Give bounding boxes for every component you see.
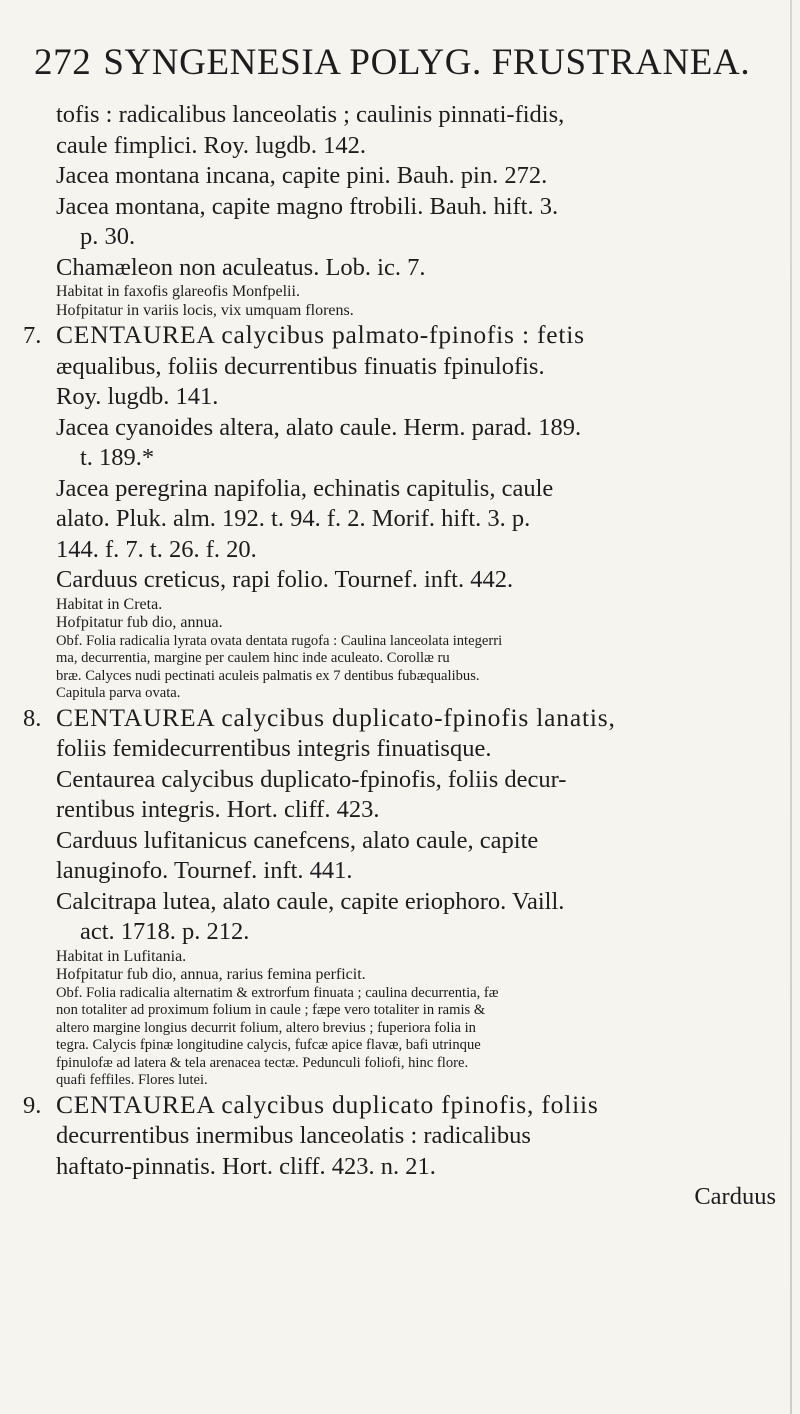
- species-heading: [23, 320, 776, 352]
- habitat-line: Habitat in faxofis glareofis Monfpelii.: [56, 283, 300, 300]
- species-diagnosis: CENTAUREA calycibus duplicato fpinofis, foliis: [56, 1089, 599, 1119]
- observation-line: tegra. Calycis fpinæ longitudine calycis, fufcæ apice flavæ, bafi utrinque: [56, 1037, 481, 1053]
- header-title: SYNGENESIA POLYG. FRUSTRANEA.: [103, 42, 751, 83]
- observation-line: quafi feffiles. Flores lutei.: [56, 1072, 208, 1088]
- text-line: foliis femidecurrentibus integris finuatisque.: [56, 735, 492, 762]
- running-header: [34, 44, 774, 81]
- text-line: p. 30.: [80, 223, 136, 250]
- text-line: alato. Pluk. alm. 192. t. 94. f. 2. Morif. hift. 3. p.: [56, 505, 531, 532]
- text-line: haftato-pinnatis. Hort. cliff. 423. n. 21.: [56, 1152, 436, 1180]
- text-line: Carduus creticus, rapi folio. Tournef. inft. 442.: [56, 566, 514, 593]
- text-line: Carduus lufitanicus canefcens, alato caule, capite: [56, 826, 539, 854]
- text-line: tofis : radicalibus lanceolatis ; caulinis pinnati-fidis,: [56, 101, 565, 128]
- text-line: decurrentibus inermibus lanceolatis : radicalibus: [56, 1122, 531, 1149]
- text-line: Jacea cyanoides altera, alato caule. Herm. parad. 189.: [56, 413, 582, 441]
- hospitatur-line: Hofpitatur fub dio, annua, rarius femina perficit.: [56, 966, 366, 983]
- observation-line: fpinulofæ ad latera & tela arenacea tectæ. Pedunculi foliofi, hinc flore.: [56, 1054, 469, 1071]
- text-column: [23, 100, 776, 1213]
- text-line: Roy. lugdb. 141.: [56, 383, 219, 410]
- text-line: rentibus integris. Hort. cliff. 423.: [56, 796, 380, 823]
- text-line: Calcitrapa lutea, alato caule, capite eriophoro. Vaill.: [56, 887, 565, 915]
- species-heading: [23, 1090, 776, 1122]
- text-line: Jacea montana incana, capite pini. Bauh. pin. 272.: [56, 162, 548, 189]
- observation-line: altero margine longius decurrit folium, altero brevius ; fuperiora folia in: [56, 1019, 476, 1036]
- text-line: Chamæleon non aculeatus. Lob. ic. 7.: [56, 253, 426, 281]
- text-line: Centaurea calycibus duplicato-fpinofis, foliis decur-: [56, 765, 567, 793]
- text-line: æqualibus, foliis decurrentibus finuatis fpinulofis.: [56, 352, 545, 380]
- catchword: Carduus: [694, 1183, 776, 1210]
- text-line: caule fimplici. Roy. lugdb. 142.: [56, 131, 367, 159]
- species-number: 9.: [23, 1091, 42, 1119]
- species-heading: [23, 703, 776, 735]
- text-line: Jacea montana, capite magno ftrobili. Bauh. hift. 3.: [56, 192, 559, 220]
- observation-line: ma, decurrentia, margine per caulem hinc inde aculeato. Corollæ ru: [56, 650, 450, 666]
- page-number: 272: [34, 42, 92, 83]
- habitat-line: Habitat in Creta.: [56, 595, 163, 613]
- species-number: 8.: [23, 704, 42, 732]
- species-diagnosis: CENTAUREA calycibus duplicato-fpinofis lanatis,: [56, 702, 616, 732]
- species-number: 7.: [23, 322, 42, 349]
- hospitatur-line: Hofpitatur in variis locis, vix umquam florens.: [56, 301, 354, 319]
- habitat-line: Habitat in Lufitania.: [56, 947, 187, 965]
- text-line: 144. f. 7. t. 26. f. 20.: [56, 535, 257, 563]
- observation-line: Capitula parva ovata.: [56, 685, 181, 701]
- page-edge-shadow: [790, 0, 792, 1414]
- observation-line: Obf. Folia radicalia alternatim & extrorfum finuata ; caulina decurrentia, fæ: [56, 984, 499, 1001]
- observation-line: bræ. Calyces nudi pectinati aculeis palmatis ex 7 dentibus fubæqualibus.: [56, 667, 480, 684]
- observation-line: Obf. Folia radicalia lyrata ovata dentata rugofa : Caulina lanceolata integerri: [56, 632, 503, 649]
- text-line: act. 1718. p. 212.: [80, 918, 250, 945]
- hospitatur-line: Hofpitatur fub dio, annua.: [56, 614, 223, 631]
- text-line: Jacea peregrina napifolia, echinatis capitulis, caule: [56, 474, 554, 502]
- text-line: t. 189.*: [80, 444, 155, 471]
- species-diagnosis: CENTAUREA calycibus palmato-fpinofis : fetis: [56, 320, 585, 349]
- observation-line: non totaliter ad proximum folium in caule ; fæpe vero totaliter in ramis &: [56, 1002, 486, 1018]
- text-line: lanuginofo. Tournef. inft. 441.: [56, 857, 353, 884]
